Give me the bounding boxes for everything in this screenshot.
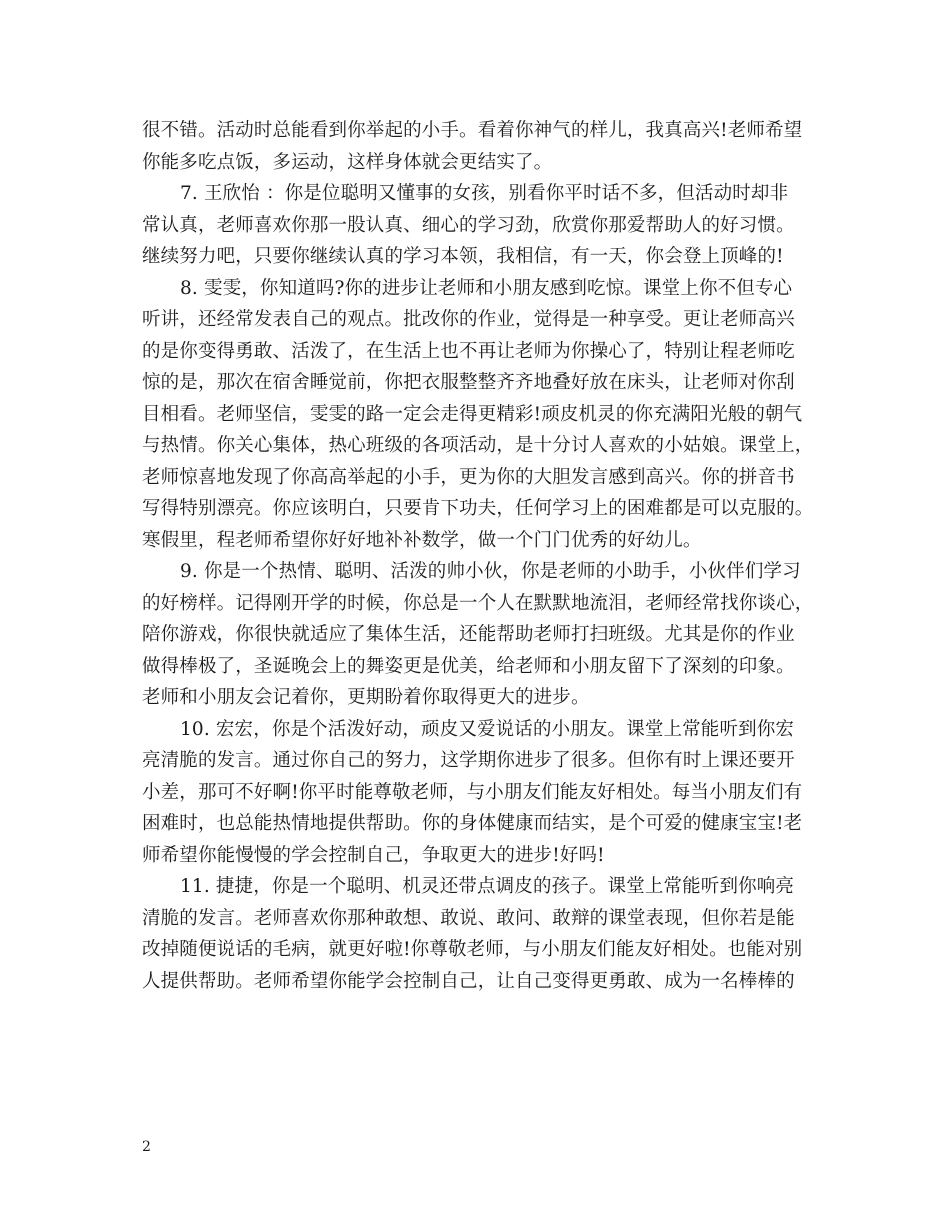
paragraph-start-line: 9. 你是一个热情、聪明、活泼的帅小伙，你是老师的小助手，小伙伴们学习 — [180, 561, 801, 582]
text-line: 陪你游戏，你很快就适应了集体生活，还能帮助老师打扫班级。尤其是你的作业 — [142, 624, 795, 645]
text-line: 人提供帮助。老师希望你能学会控制自己，让自己变得更勇敢、成为一名棒棒的 — [142, 970, 795, 992]
text-line: 的好榜样。记得刚开学的时候，你总是一个人在默默地流泪，老师经常找你谈心， — [142, 592, 814, 614]
text-line: 写得特别漂亮。你应该明白，只要肯下功夫，任何学习上的困难都是可以克服的。 — [142, 498, 814, 519]
text-line: 老师和小朋友会记着你，更期盼着你取得更大的进步。 — [142, 687, 590, 708]
text-line: 清脆的发言。老师喜欢你那种敢想、敢说、敢问、敢辩的课堂表现，但你若是能 — [142, 907, 795, 929]
body-text — [142, 115, 822, 997]
text-line: 很不错。活动时总能看到你举起的小手。看着你神气的样儿，我真高兴!老师希望 — [142, 120, 803, 141]
text-line: 的是你变得勇敢、活泼了，在生活上也不再让老师为你操心了，特别让程老师吃 — [142, 340, 795, 362]
paragraph-start-line: 11. 捷捷，你是一个聪明、机灵还带点调皮的孩子。课堂上常能听到你响亮 — [180, 876, 795, 897]
text-line: 继续努力吧，只要你继续认真的学习本领，我相信，有一天，你会登上顶峰的! — [142, 246, 784, 267]
text-line: 寒假里，程老师希望你好好地补补数学，做一个门门优秀的好幼儿。 — [142, 529, 702, 551]
paragraph-start-line: 7. 王欣怡 ：你是位聪明又懂事的女孩，别看你平时话不多，但活动时却非 — [180, 183, 789, 204]
text-line: 小差，那可不好啊!你平时能尊敬老师，与小朋友们能友好相处。每当小朋友们有 — [142, 781, 803, 803]
text-line: 听讲，还经常发表自己的观点。批改你的作业，觉得是一种享受。更让老师高兴 — [142, 309, 795, 330]
text-line: 师希望你能慢慢的学会控制自己，争取更大的进步!好吗! — [142, 844, 605, 866]
text-line: 惊的是，那次在宿舍睡觉前，你把衣服整整齐齐地叠好放在床头，让老师对你刮 — [142, 372, 795, 393]
paragraph-start-line: 10. 宏宏，你是个活泼好动，顽皮又爱说话的小朋友。课堂上常能听到你宏 — [180, 718, 795, 740]
text-line: 老师惊喜地发现了你高高举起的小手，更为你的大胆发言感到高兴。你的拼音书 — [142, 466, 795, 488]
page-number: 2 — [142, 1139, 151, 1155]
text-line: 亮清脆的发言。通过你自己的努力，这学期你进步了很多。但你有时上课还要开 — [142, 750, 795, 771]
text-line: 常认真，老师喜欢你那一股认真、细心的学习劲，欣赏你那爱帮助人的好习惯。 — [142, 214, 795, 236]
text-line: 目相看。老师坚信，雯雯的路一定会走得更精彩!顽皮机灵的你充满阳光般的朝气 — [142, 403, 803, 425]
paragraph-start-line: 8. 雯雯，你知道吗?你的进步让老师和小朋友感到吃惊。课堂上你不但专心 — [180, 277, 793, 299]
text-line: 困难时，也总能热情地提供帮助。你的身体健康而结实，是个可爱的健康宝宝!老 — [142, 813, 803, 834]
text-line: 与热情。你关心集体，热心班级的各项活动，是十分讨人喜欢的小姑娘。课堂上， — [142, 435, 814, 456]
text-line: 你能多吃点饭，多运动，这样身体就会更结实了。 — [142, 151, 553, 173]
text-line: 改掉随便说话的毛病，就更好啦!你尊敬老师，与小朋友们能友好相处。也能对别 — [142, 939, 803, 960]
text-line: 做得棒极了，圣诞晚会上的舞姿更是优美，给老师和小朋友留下了深刻的印象。 — [142, 655, 795, 677]
